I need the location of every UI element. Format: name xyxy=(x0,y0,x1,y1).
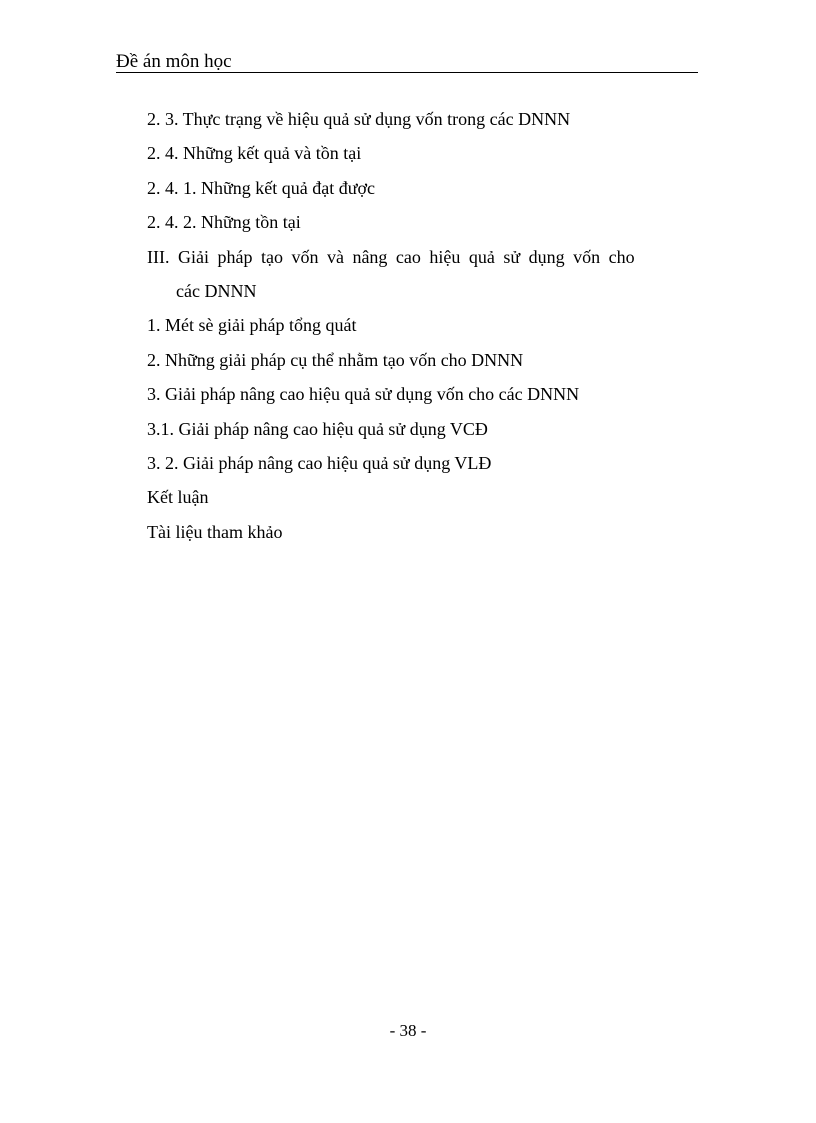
toc-item: 2. 4. 2. Những tồn tại xyxy=(147,212,301,233)
table-of-contents xyxy=(147,102,647,549)
toc-item: 2. Những giải pháp cụ thể nhằm tạo vốn cho DNNN xyxy=(147,349,524,370)
toc-item-continuation: các DNNN xyxy=(176,280,257,301)
page-header xyxy=(116,52,698,73)
toc-item: 3. Giải pháp nâng cao hiệu quả sử dụng vốn cho các DNNN xyxy=(147,384,580,405)
toc-item: 2. 4. 1. Những kết quả đạt được xyxy=(147,177,375,198)
toc-item: III. Giải pháp tạo vốn và nâng cao hiệu quả sử dụng vốn cho xyxy=(147,246,635,267)
toc-item: 2. 3. Thực trạng về hiệu quả sử dụng vốn trong các DNNN xyxy=(147,109,571,129)
toc-item: Tài liệu tham khảo xyxy=(147,521,283,542)
toc-item: 3.1. Giải pháp nâng cao hiệu quả sử dụng VCĐ xyxy=(147,418,488,439)
page-number: - 38 - xyxy=(389,1021,427,1040)
toc-item: 3. 2. Giải pháp nâng cao hiệu quả sử dụng VLĐ xyxy=(147,452,492,473)
toc-item: 2. 4. Những kết quả và tồn tại xyxy=(147,143,362,164)
toc-item: Kết luận xyxy=(147,487,209,508)
header-title: Đề án môn học xyxy=(116,51,232,72)
toc-item: 1. Mét sè giải pháp tổng quát xyxy=(147,315,357,336)
